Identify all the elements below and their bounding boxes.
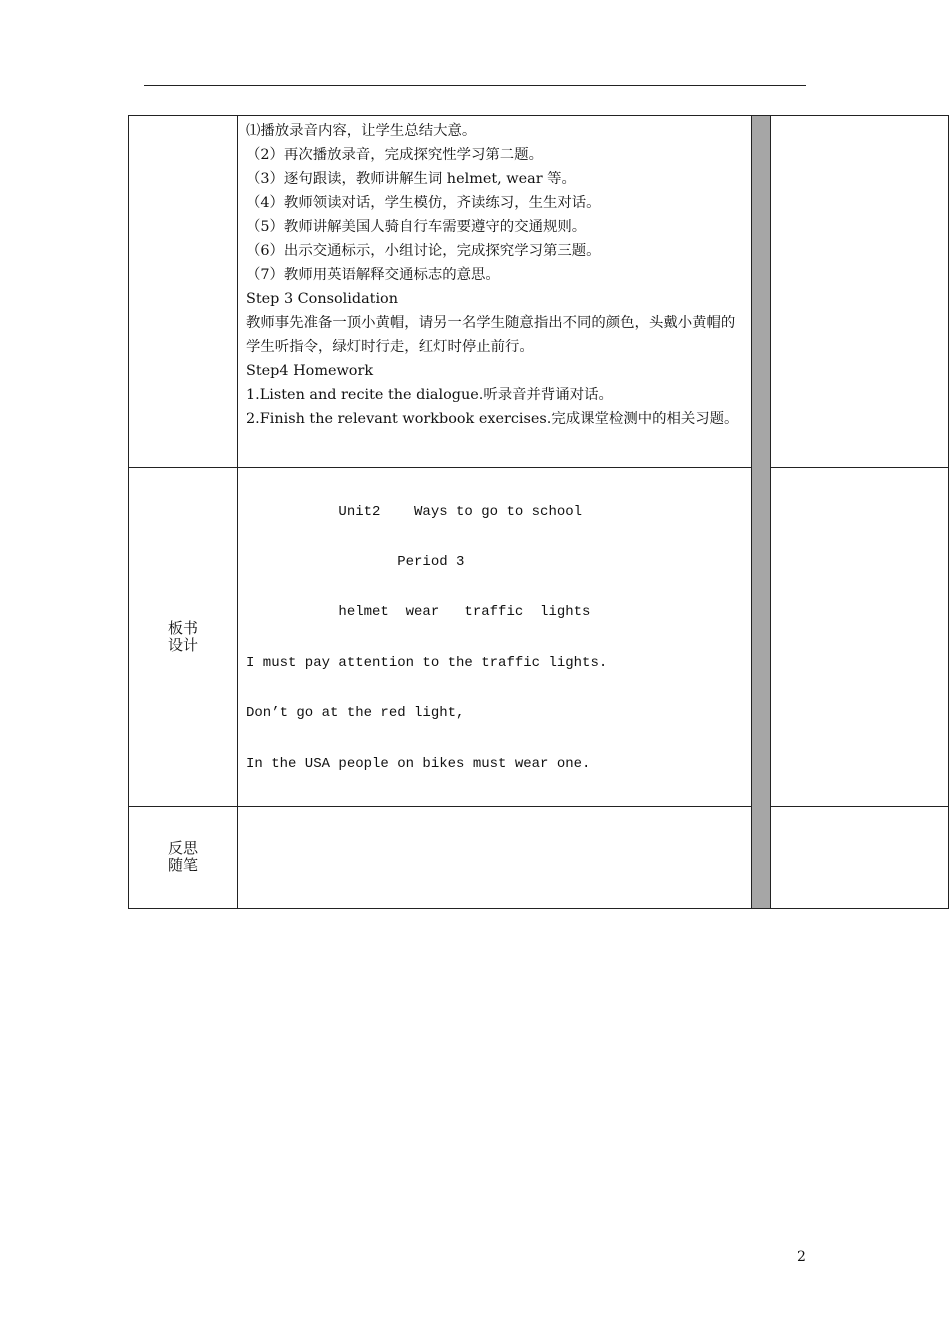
board-line: Period 3 <box>246 553 465 570</box>
procedure-line: （3）逐句跟读，教师讲解生词 helmet, wear 等。 <box>246 171 576 187</box>
procedure-cell <box>238 116 752 468</box>
board-line: helmet wear traffic lights <box>246 604 591 621</box>
procedure-line: （5）教师讲解美国人骑自行车需要遵守的交通规则。 <box>246 219 587 235</box>
reflection-cell <box>238 806 752 908</box>
homework-item: 2.Finish the relevant workbook exercises.完成课堂检测中的相关习题。 <box>246 411 739 427</box>
board-notes-cell <box>771 468 949 807</box>
procedure-line: （6）出示交通标示，小组讨论，完成探究学习第三题。 <box>246 243 601 259</box>
procedure-line: （4）教师领读对话，学生模仿，齐读练习，生生对话。 <box>246 195 601 211</box>
board-design-row <box>129 468 949 807</box>
reflection-notes-cell <box>771 806 949 908</box>
procedure-line: （2）再次播放录音，完成探究性学习第二题。 <box>246 147 543 163</box>
page-number: 2 <box>797 1249 806 1265</box>
lesson-plan-table <box>128 115 949 909</box>
procedure-line: （7）教师用英语解释交通标志的意思。 <box>246 267 500 283</box>
gray-divider-column <box>752 116 771 909</box>
homework-item: 1.Listen and recite the dialogue.听录音并背诵对话。 <box>246 387 613 403</box>
header-rule <box>144 85 806 86</box>
procedure-paragraph: 教师事先准备一顶小黄帽，请另一名学生随意指出不同的颜色，头戴小黄帽的学生听指令，绿灯时行走，红灯时停止前行。 <box>246 315 736 355</box>
step-heading: Step4 Homework <box>246 363 374 379</box>
procedure-label-cell <box>129 116 238 468</box>
board-line: Don’t go at the red light, <box>246 705 465 722</box>
board-line: Unit2 Ways to go to school <box>246 503 583 520</box>
notes-cell <box>771 116 949 468</box>
procedure-row <box>129 116 949 468</box>
board-design-cell <box>238 468 752 807</box>
board-design-label: 板书 设计 <box>129 468 238 807</box>
reflection-label: 反思 随笔 <box>129 806 238 908</box>
reflection-row <box>129 806 949 908</box>
step-heading: Step 3 Consolidation <box>246 291 398 307</box>
procedure-line: ⑴播放录音内容，让学生总结大意。 <box>246 123 477 139</box>
board-line: I must pay attention to the traffic lights. <box>246 654 608 671</box>
board-line: In the USA people on bikes must wear one. <box>246 755 591 772</box>
